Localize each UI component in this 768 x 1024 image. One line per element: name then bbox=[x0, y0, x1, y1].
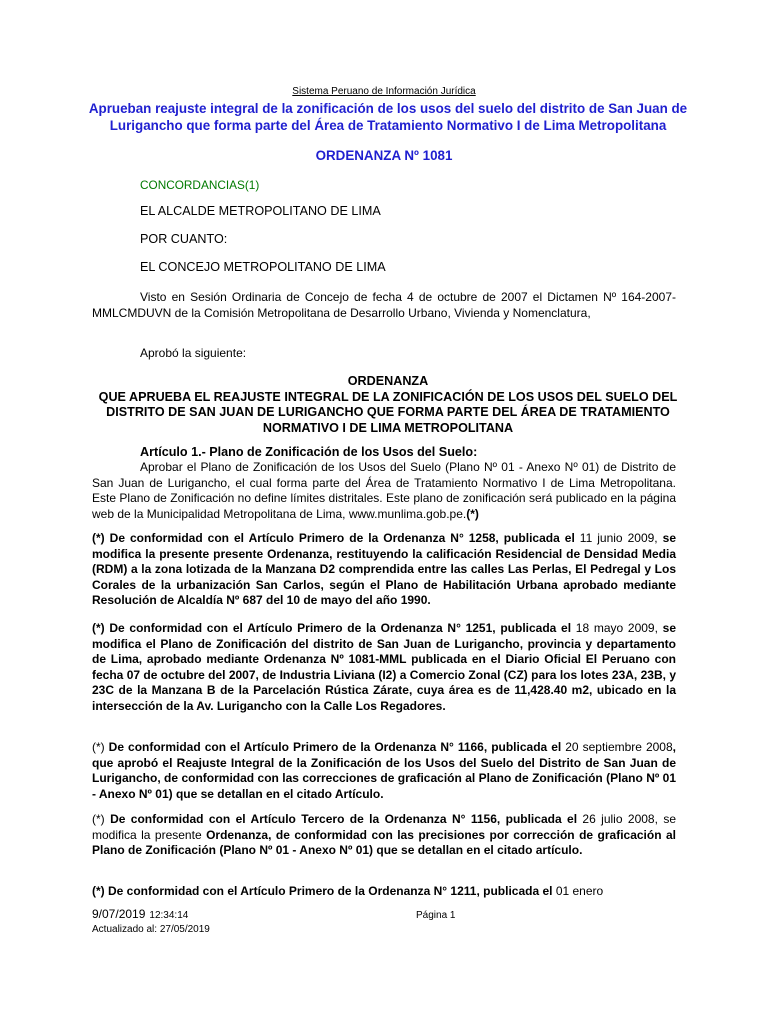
alcalde-line: EL ALCALDE METROPOLITANO DE LIMA bbox=[140, 204, 381, 218]
footer-date: 9/07/2019 bbox=[92, 907, 146, 921]
por-cuanto-line: POR CUANTO: bbox=[140, 232, 228, 246]
article1-text: Aprobar el Plano de Zonificación de los Usos del Suelo (Plano Nº 01 - Anexo Nº 01) de Distrito de San Juan de Lurigancho, el cual forma parte del Área de Tratamiento Normativo I de Lima Metropolitana. Este Plano de Zonificación no define límites distritales. Este plano de zonificación será publicado en la página web de la Municipalidad Metropolitana de Lima, www.munlima.gob.pe. bbox=[92, 460, 676, 521]
note-1156 bbox=[92, 812, 676, 859]
page-number: Página 1 bbox=[416, 910, 456, 921]
note-1166-lead: De conformidad con el Artículo Primero de la Ordenanza N° 1166, publicada el bbox=[108, 740, 562, 754]
note-1251-lead: (*) De conformidad con el Artículo Primero de la Ordenanza N° 1251, publicada el bbox=[92, 621, 572, 635]
note-1156-date: 26 julio 2008, se modifica la presente bbox=[92, 812, 676, 842]
source-header: Sistema Peruano de Información Jurídica bbox=[292, 86, 476, 97]
note-1211-date: 01 enero bbox=[552, 884, 604, 898]
ordinance-heading-line2: QUE APRUEBA EL REAJUSTE INTEGRAL DE LA ZONIFICACIÓN DE LOS USOS DEL SUELO DEL DISTRITO DE SAN JUAN DE LURIGANCHO QUE FORMA PARTE DEL ÁREA DE TRATAMIENTO NORMATIVO I DE LIMA METROPOLITANA bbox=[98, 389, 678, 435]
article1-body bbox=[92, 460, 676, 522]
note-1258 bbox=[92, 531, 676, 609]
note-1251 bbox=[92, 621, 676, 714]
footer-updated: Actualizado al: 27/05/2019 bbox=[92, 924, 210, 935]
article1-title: Artículo 1.- Plano de Zonificación de los Usos del Suelo: bbox=[140, 445, 478, 459]
note-1166-text: , que aprobó el Reajuste Integral de la Zonificación de los Usos del Suelo del Distrito de San Juan de Lurigancho, de conformidad con las correcciones de graficación al Plano de Zonificación (Plano Nº 01 - Anexo Nº 01) que se detallan en el citado Artículo. bbox=[92, 740, 677, 801]
note-1156-prefix: (*) bbox=[92, 812, 111, 826]
ordinance-number: ORDENANZA Nº 1081 bbox=[315, 148, 453, 163]
note-1166 bbox=[92, 740, 676, 802]
footer-timestamp bbox=[92, 907, 188, 921]
footer-time: 12:34:14 bbox=[149, 910, 189, 921]
document-title: Aprueban reajuste integral de la zonificación de los usos del suelo del distrito de San Juan de Lurigancho que forma parte del Área de Tratamiento Normativo I de Lima Metropolitana bbox=[88, 101, 688, 133]
aprobo-line: Aprobó la siguiente: bbox=[140, 346, 247, 360]
note-1166-date: 20 septiembre 2008 bbox=[561, 740, 673, 754]
note-1156-lead: De conformidad con el Artículo Tercero de la Ordenanza N° 1156, publicada el bbox=[110, 812, 578, 826]
note-1211 bbox=[92, 884, 676, 900]
concordancias-link[interactable]: CONCORDANCIAS(1) bbox=[140, 178, 260, 192]
article1-note-marker: (*) bbox=[466, 506, 479, 521]
ordinance-heading bbox=[88, 374, 688, 436]
note-1258-lead: (*) De conformidad con el Artículo Primero de la Ordenanza N° 1258, publicada el bbox=[92, 531, 575, 545]
note-1211-lead: (*) De conformidad con el Artículo Primero de la Ordenanza N° 1211, publicada el bbox=[92, 884, 553, 898]
note-1166-prefix: (*) bbox=[92, 740, 109, 754]
note-1251-text: se modifica el Plano de Zonificación del distrito de San Juan de Lurigancho, provincia y departamento de Lima, aprobado mediante Ordenanza Nº 1081-MML publicada en el Diario Oficial El Peruano con fecha 07 de octubre del 2007, de Industria Liviana (I2) a Comercio Zonal (CZ) para los lotes 23A, 23B, y 23C de la Manzana B de la Parcelación Rústica Zárate, cuya área es de 11,428.40 m2, ubicado en la intersección de la Av. Lurigancho con la Calle Los Regadores. bbox=[92, 621, 676, 713]
visto-paragraph: Visto en Sesión Ordinaria de Concejo de fecha 4 de octubre de 2007 el Dictamen Nº 164-2007-MMLCMDUVN de la Comisión Metropolitana de Desarrollo Urbano, Vivienda y Nomenclatura, bbox=[92, 290, 676, 320]
note-1251-date: 18 mayo 2009, bbox=[571, 621, 663, 635]
note-1156-text: Ordenanza, de conformidad con las precisiones por corrección de graficación al Plano de Zonificación (Plano Nº 01 - Anexo Nº 01) que se detallan en el citado artículo. bbox=[92, 827, 677, 857]
ordinance-heading-line1: ORDENANZA bbox=[347, 374, 429, 388]
concejo-line: EL CONCEJO METROPOLITANO DE LIMA bbox=[140, 260, 386, 274]
note-1258-date: 11 junio 2009, bbox=[574, 531, 663, 545]
note-1258-text: se modifica la presente presente Ordenanza, restituyendo la calificación Residencial de Densidad Media (RDM) a la zona lotizada de la Manzana D2 comprendida entre las calles Las Perlas, El Pedregal y Los Corales de la urbanización San Carlos, según el Plano de Habilitación Urbana aprobado mediante Resolución de Alcaldía Nº 687 del 10 de mayo del año 1990. bbox=[92, 531, 676, 607]
